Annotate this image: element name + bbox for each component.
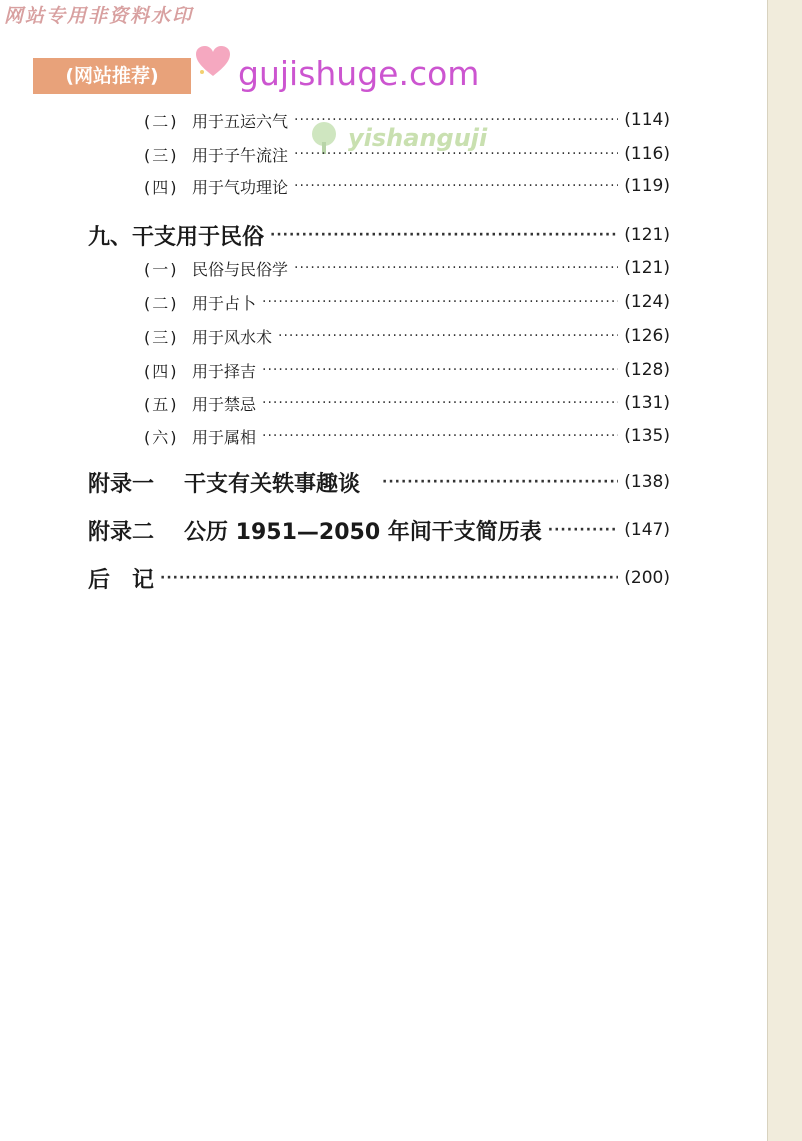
entry-number: (一) [144, 259, 179, 279]
entry-title: 用于禁忌 [192, 394, 257, 414]
toc-entry [144, 106, 670, 134]
entry-number: (五) [144, 394, 179, 414]
leader-dots [262, 294, 618, 310]
leader-dots [294, 260, 618, 276]
entry-title: 用于风水术 [192, 327, 273, 347]
heart-icon [196, 46, 230, 78]
leader-dots [294, 146, 618, 162]
entry-title: 用于占卜 [192, 293, 257, 313]
page-number: (200) [624, 568, 670, 588]
page-number: (121) [624, 258, 670, 278]
toc-appendix [88, 465, 670, 499]
toc-entry [144, 254, 670, 282]
page-number: (116) [624, 144, 670, 164]
leader-dots [160, 570, 618, 586]
leader-dots [270, 227, 618, 243]
entry-title: 用于子午流注 [192, 145, 289, 165]
entry-title: 民俗与民俗学 [192, 259, 289, 279]
chapter-title: 九、干支用于民俗 [88, 224, 265, 250]
entry-title: 用于五运六气 [192, 111, 289, 131]
toc-appendix [88, 513, 670, 547]
page-number: (138) [624, 472, 670, 492]
entry-number: (三) [144, 327, 179, 347]
leader-dots [382, 474, 618, 490]
entry-number: (六) [144, 427, 179, 447]
toc-entry [144, 389, 670, 417]
leader-dots [548, 522, 618, 538]
toc-entry [144, 356, 670, 384]
toc-entry [144, 422, 670, 450]
site-watermark-2: yishanguji [348, 124, 488, 152]
appendix-label: 附录二 [88, 519, 155, 545]
appendix-label: 附录一 [88, 471, 155, 497]
toc-entry [144, 288, 670, 316]
toc-afterword [88, 561, 670, 595]
entry-number: (三) [144, 145, 179, 165]
entry-number: (四) [144, 177, 179, 197]
page-number: (128) [624, 360, 670, 380]
page-number: (124) [624, 292, 670, 312]
page-number: (119) [624, 176, 670, 196]
watermark-text: 网站专用非资料水印 [4, 5, 194, 27]
page-edge [767, 0, 802, 1141]
site-watermark: gujishuge.com [238, 54, 480, 93]
page-number: (135) [624, 426, 670, 446]
page-number: (126) [624, 326, 670, 346]
entry-number: (二) [144, 111, 179, 131]
page-number: (147) [624, 520, 670, 540]
entry-number: (二) [144, 293, 179, 313]
leader-dots [262, 428, 618, 444]
leader-dots [294, 178, 618, 194]
leader-dots [278, 328, 618, 344]
entry-number: (四) [144, 361, 179, 381]
toc-chapter [88, 218, 670, 252]
toc-entry [144, 140, 670, 168]
page-number: (114) [624, 110, 670, 130]
appendix-title: 公历 1951—2050 年间干支简历表 [184, 519, 542, 545]
page-number: (131) [624, 393, 670, 413]
toc-entry [144, 172, 670, 200]
toc-entry [144, 322, 670, 350]
recommend-badge: (网站推荐) [33, 58, 191, 94]
leader-dots [262, 362, 618, 378]
leader-dots [262, 395, 618, 411]
page-number: (121) [624, 225, 670, 245]
entry-title: 用于气功理论 [192, 177, 289, 197]
afterword-title: 后 记 [88, 567, 155, 593]
entry-title: 用于属相 [192, 427, 257, 447]
appendix-title: 干支有关轶事趣谈 [184, 471, 361, 497]
leader-dots [294, 112, 618, 128]
entry-title: 用于择吉 [192, 361, 257, 381]
